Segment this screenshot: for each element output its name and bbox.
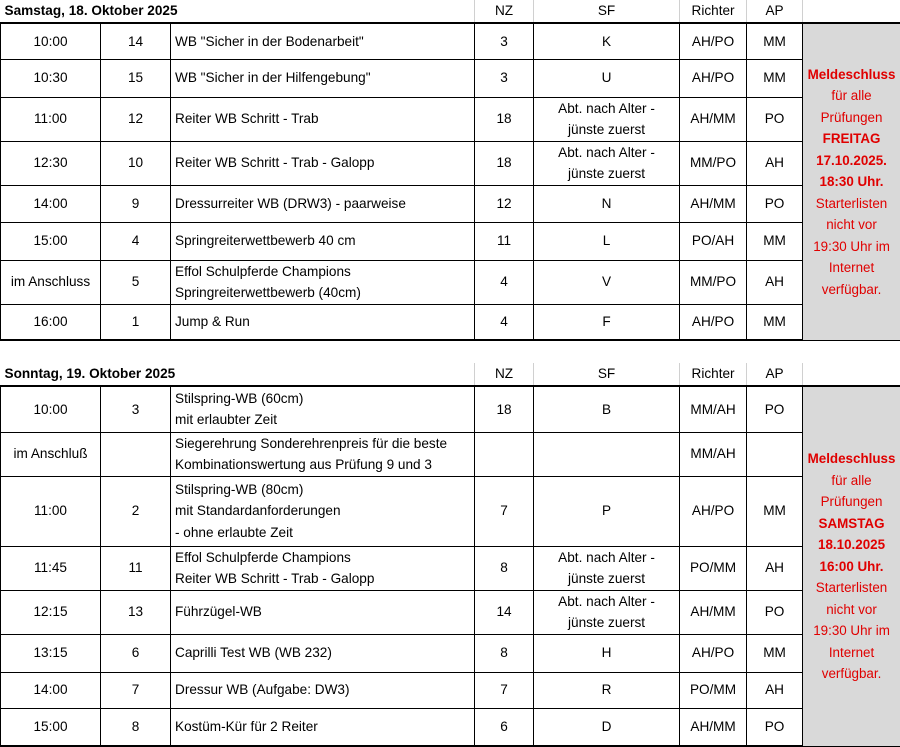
notice-line: Starterlisten — [805, 577, 898, 599]
pruefung-name-cell: Reiter WB Schritt - Trab — [171, 97, 475, 141]
time-cell: im Anschluss — [1, 260, 101, 304]
notice-title: Meldeschluss — [805, 448, 898, 470]
notice-line: Prüfungen — [805, 107, 898, 129]
time-cell: 14:00 — [1, 672, 101, 708]
pruefung-name-cell: Kostüm-Kür für 2 Reiter — [171, 708, 475, 746]
notice-line: nicht vor — [805, 214, 898, 236]
notice-line: Internet — [805, 257, 898, 279]
time-cell: im Anschluß — [1, 432, 101, 476]
table-row — [1, 23, 900, 59]
time-cell: 12:30 — [1, 141, 101, 185]
table-row — [1, 386, 900, 432]
pruefung-nr-cell: 14 — [101, 23, 171, 59]
ap-cell: AH — [747, 546, 803, 590]
richter-cell: AH/PO — [680, 634, 747, 672]
notice-line: verfügbar. — [805, 279, 898, 301]
ap-cell: AH — [747, 141, 803, 185]
notice-title: Meldeschluss — [805, 64, 898, 86]
richter-cell: AH/MM — [680, 185, 747, 222]
time-cell: 11:00 — [1, 476, 101, 546]
time-cell: 12:15 — [1, 590, 101, 634]
pruefung-name-cell: Dressurreiter WB (DRW3) - paarweise — [171, 185, 475, 222]
day-title: Sonntag, 19. Oktober 2025 — [1, 363, 475, 386]
pruefung-nr-cell: 5 — [101, 260, 171, 304]
nz-cell: 8 — [475, 546, 534, 590]
spacer-cell — [1, 340, 900, 363]
richter-cell: AH/PO — [680, 304, 747, 340]
richter-cell: AH/MM — [680, 708, 747, 746]
sf-cell: B — [534, 386, 680, 432]
notice-line: 19:30 Uhr im — [805, 236, 898, 258]
ap-cell: MM — [747, 304, 803, 340]
day-header-row — [1, 363, 900, 386]
time-cell: 10:00 — [1, 386, 101, 432]
sf-cell: U — [534, 59, 680, 97]
nz-cell — [475, 432, 534, 476]
richter-cell: MM/AH — [680, 386, 747, 432]
pruefung-nr-cell: 11 — [101, 546, 171, 590]
ap-cell — [747, 432, 803, 476]
sf-cell: Abt. nach Alter - jünste zuerst — [534, 546, 680, 590]
header-richter: Richter — [680, 363, 747, 386]
schedule-body — [1, 0, 900, 746]
pruefung-name-cell: Effol Schulpferde Champions Springreiterwettbewerb (40cm) — [171, 260, 475, 304]
sf-cell: Abt. nach Alter - jünste zuerst — [534, 97, 680, 141]
pruefung-name-cell: Effol Schulpferde Champions Reiter WB Schritt - Trab - Galopp — [171, 546, 475, 590]
sf-cell: F — [534, 304, 680, 340]
pruefung-name-cell: Caprilli Test WB (WB 232) — [171, 634, 475, 672]
pruefung-name-cell: Dressur WB (Aufgabe: DW3) — [171, 672, 475, 708]
sf-cell: Abt. nach Alter - jünste zuerst — [534, 141, 680, 185]
notice-line: verfügbar. — [805, 663, 898, 685]
sf-cell: R — [534, 672, 680, 708]
ap-cell: PO — [747, 97, 803, 141]
pruefung-nr-cell: 6 — [101, 634, 171, 672]
pruefung-nr-cell: 2 — [101, 476, 171, 546]
ap-cell: PO — [747, 708, 803, 746]
table-row — [1, 222, 900, 260]
header-ap: AP — [747, 0, 803, 23]
time-cell: 10:30 — [1, 59, 101, 97]
ap-cell: AH — [747, 672, 803, 708]
pruefung-nr-cell: 12 — [101, 97, 171, 141]
nz-cell: 8 — [475, 634, 534, 672]
time-cell: 14:00 — [1, 185, 101, 222]
table-row — [1, 185, 900, 222]
pruefung-name-cell: Springreiterwettbewerb 40 cm — [171, 222, 475, 260]
notice-time: 18:30 Uhr. — [805, 171, 898, 193]
ap-cell: MM — [747, 634, 803, 672]
header-richter: Richter — [680, 0, 747, 23]
table-row — [1, 97, 900, 141]
pruefung-nr-cell: 7 — [101, 672, 171, 708]
richter-cell: AH/PO — [680, 476, 747, 546]
ap-cell: PO — [747, 590, 803, 634]
header-nz: NZ — [475, 0, 534, 23]
sf-cell — [534, 432, 680, 476]
table-row — [1, 304, 900, 340]
pruefung-name-cell: Siegerehrung Sonderehrenpreis für die beste Kombinationswertung aus Prüfung 9 und 3 — [171, 432, 475, 476]
day-title: Samstag, 18. Oktober 2025 — [1, 0, 475, 23]
nz-cell: 3 — [475, 59, 534, 97]
table-row — [1, 432, 900, 476]
table-row — [1, 141, 900, 185]
table-row — [1, 708, 900, 746]
nz-cell: 3 — [475, 23, 534, 59]
richter-cell: PO/AH — [680, 222, 747, 260]
pruefung-nr-cell: 9 — [101, 185, 171, 222]
time-cell: 15:00 — [1, 708, 101, 746]
pruefung-nr-cell: 8 — [101, 708, 171, 746]
nz-cell: 11 — [475, 222, 534, 260]
richter-cell: AH/PO — [680, 23, 747, 59]
table-row — [1, 260, 900, 304]
pruefung-nr-cell: 15 — [101, 59, 171, 97]
richter-cell: MM/AH — [680, 432, 747, 476]
notice-line: für alle — [805, 470, 898, 492]
ap-cell: MM — [747, 476, 803, 546]
pruefung-nr-cell: 4 — [101, 222, 171, 260]
notice-line: Starterlisten — [805, 193, 898, 215]
sf-cell: D — [534, 708, 680, 746]
notice-line: Prüfungen — [805, 491, 898, 513]
table-row — [1, 672, 900, 708]
meldeschluss-notice — [803, 386, 900, 746]
nz-cell: 7 — [475, 672, 534, 708]
header-nz: NZ — [475, 363, 534, 386]
ap-cell: MM — [747, 23, 803, 59]
richter-cell: AH/MM — [680, 97, 747, 141]
notice-time: 16:00 Uhr. — [805, 556, 898, 578]
day-header-row — [1, 0, 900, 23]
richter-cell: MM/PO — [680, 260, 747, 304]
pruefung-nr-cell: 13 — [101, 590, 171, 634]
time-cell: 11:00 — [1, 97, 101, 141]
header-sf: SF — [534, 363, 680, 386]
time-cell: 16:00 — [1, 304, 101, 340]
ap-cell: PO — [747, 185, 803, 222]
header-empty — [803, 363, 900, 386]
nz-cell: 4 — [475, 304, 534, 340]
nz-cell: 12 — [475, 185, 534, 222]
spacer-row — [1, 340, 900, 363]
notice-date: 17.10.2025. — [805, 150, 898, 172]
header-ap: AP — [747, 363, 803, 386]
time-cell: 15:00 — [1, 222, 101, 260]
pruefung-name-cell: WB "Sicher in der Bodenarbeit" — [171, 23, 475, 59]
pruefung-name-cell: Stilspring-WB (60cm) mit erlaubter Zeit — [171, 386, 475, 432]
notice-day: SAMSTAG — [805, 513, 898, 535]
nz-cell: 7 — [475, 476, 534, 546]
richter-cell: AH/MM — [680, 590, 747, 634]
time-cell: 13:15 — [1, 634, 101, 672]
sf-cell: P — [534, 476, 680, 546]
notice-line: für alle — [805, 85, 898, 107]
table-row — [1, 590, 900, 634]
table-row — [1, 634, 900, 672]
nz-cell: 18 — [475, 386, 534, 432]
table-row — [1, 476, 900, 546]
richter-cell: PO/MM — [680, 546, 747, 590]
pruefung-nr-cell: 1 — [101, 304, 171, 340]
sf-cell: N — [534, 185, 680, 222]
sf-cell: Abt. nach Alter - jünste zuerst — [534, 590, 680, 634]
ap-cell: PO — [747, 386, 803, 432]
meldeschluss-notice — [803, 23, 900, 340]
nz-cell: 18 — [475, 141, 534, 185]
table-row — [1, 59, 900, 97]
notice-line: Internet — [805, 642, 898, 664]
pruefung-name-cell: Jump & Run — [171, 304, 475, 340]
notice-line: nicht vor — [805, 599, 898, 621]
richter-cell: PO/MM — [680, 672, 747, 708]
pruefung-name-cell: WB "Sicher in der Hilfengebung" — [171, 59, 475, 97]
nz-cell: 14 — [475, 590, 534, 634]
header-sf: SF — [534, 0, 680, 23]
richter-cell: AH/PO — [680, 59, 747, 97]
sf-cell: L — [534, 222, 680, 260]
sf-cell: H — [534, 634, 680, 672]
pruefung-nr-cell — [101, 432, 171, 476]
richter-cell: MM/PO — [680, 141, 747, 185]
time-cell: 11:45 — [1, 546, 101, 590]
pruefung-nr-cell: 10 — [101, 141, 171, 185]
pruefung-name-cell: Reiter WB Schritt - Trab - Galopp — [171, 141, 475, 185]
pruefung-name-cell: Führzügel-WB — [171, 590, 475, 634]
nz-cell: 4 — [475, 260, 534, 304]
notice-day: FREITAG — [805, 128, 898, 150]
sf-cell: K — [534, 23, 680, 59]
notice-date: 18.10.2025 — [805, 534, 898, 556]
header-empty — [803, 0, 900, 23]
time-cell: 10:00 — [1, 23, 101, 59]
table-row — [1, 546, 900, 590]
ap-cell: MM — [747, 59, 803, 97]
pruefung-name-cell: Stilspring-WB (80cm) mit Standardanforderungen - ohne erlaubte Zeit — [171, 476, 475, 546]
pruefung-nr-cell: 3 — [101, 386, 171, 432]
nz-cell: 18 — [475, 97, 534, 141]
ap-cell: MM — [747, 222, 803, 260]
notice-line: 19:30 Uhr im — [805, 620, 898, 642]
ap-cell: AH — [747, 260, 803, 304]
sf-cell: V — [534, 260, 680, 304]
nz-cell: 6 — [475, 708, 534, 746]
